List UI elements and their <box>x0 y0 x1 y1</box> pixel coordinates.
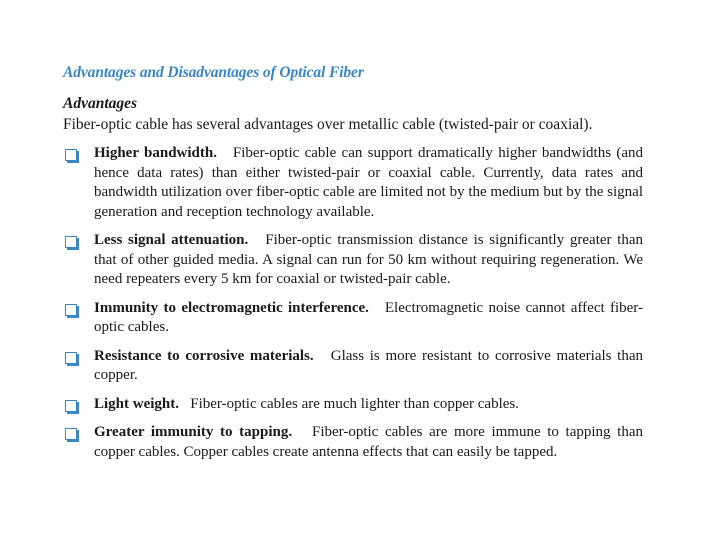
square-bullet-icon <box>65 400 77 412</box>
list-item <box>63 299 643 338</box>
list-item <box>63 347 643 386</box>
item-heading: Resistance to corrosive materials. <box>94 347 326 364</box>
item-text: Glass is more resistant to corrosive materials than copper. <box>94 347 643 383</box>
item-heading: Higher bandwidth. <box>94 145 228 161</box>
square-bullet-icon <box>65 149 77 161</box>
subheading: Advantages <box>63 95 138 112</box>
item-heading: Less signal attenuation. <box>94 232 260 248</box>
square-bullet-icon <box>65 428 77 440</box>
item-text: Fiber-optic cable can support dramatically higher bandwidths (and hence data rates) than either twisted-pair or coaxial cable. Currently, data rates and bandwidth utilization over fiber-optic cable are limited not by the medium but by the signal generation and reception technology available. <box>94 145 643 220</box>
item-text: Fiber-optic transmission distance is significantly greater than that of other guided media. A signal can run for 50 km without requiring regeneration. We need repeaters every 5 km for coaxial or twisted-pair cable. <box>94 232 644 287</box>
item-heading: Greater immunity to tapping. <box>94 424 306 440</box>
section-title: Advantages and Disadvantages of Optical Fiber <box>63 64 364 81</box>
list-item <box>63 395 643 415</box>
square-bullet-icon <box>65 304 77 316</box>
item-heading: Immunity to electromagnetic interference. <box>94 299 380 316</box>
item-heading: Light weight. <box>94 395 187 412</box>
advantages-list <box>63 144 643 462</box>
square-bullet-icon <box>65 236 77 248</box>
list-item <box>63 231 643 290</box>
square-bullet-icon <box>65 352 77 364</box>
item-text: Fiber-optic cables are more immune to tapping than copper cables. Copper cables create antenna effects that can easily be tapped. <box>94 424 643 460</box>
item-text: Fiber-optic cables are much lighter than copper cables. <box>190 395 519 412</box>
list-item <box>63 423 643 462</box>
intro-paragraph: Fiber-optic cable has several advantages over metallic cable (twisted-pair or coaxial). <box>63 116 593 133</box>
item-text: Electromagnetic noise cannot affect fiber-optic cables. <box>94 299 643 335</box>
list-item <box>63 144 643 222</box>
